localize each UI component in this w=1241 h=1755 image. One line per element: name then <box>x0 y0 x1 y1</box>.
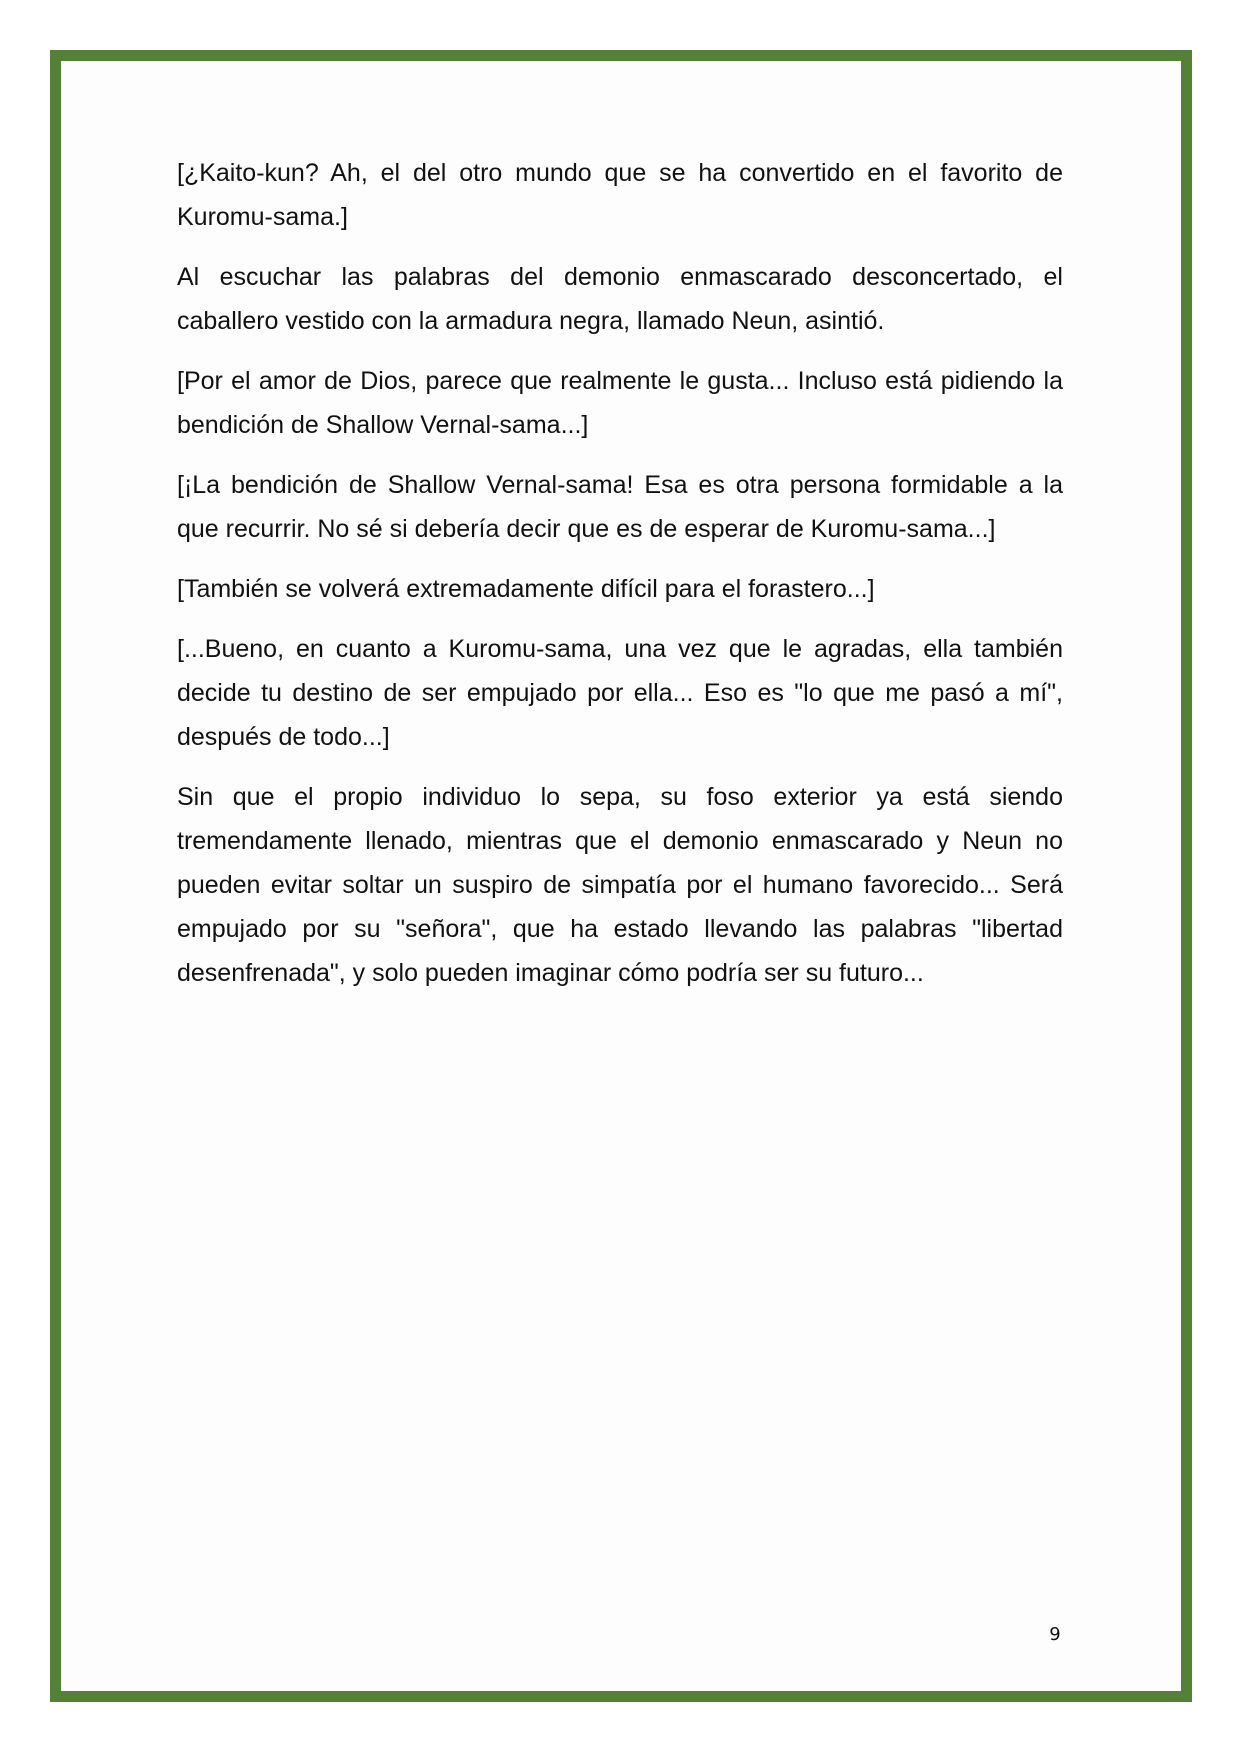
paragraph-5: [También se volverá extremadamente difícil para el forastero...] <box>177 575 875 603</box>
paragraph-1: [¿Kaito-kun? Ah, el del otro mundo que se ha convertido en el favorito de Kuromu-sama.] <box>177 159 1063 231</box>
body-text <box>177 151 1063 1011</box>
page-number: 9 <box>1049 1624 1061 1645</box>
paragraph-4: [¡La bendición de Shallow Vernal-sama! Esa es otra persona formidable a la que recurrir. No sé si debería decir que es de esperar de Kuromu-sama...] <box>177 471 1063 543</box>
paragraph-6: [...Bueno, en cuanto a Kuromu-sama, una vez que le agradas, ella también decide tu destino de ser empujado por ella... Eso es "lo que me pasó a mí", después de todo...] <box>177 635 1063 751</box>
paragraph-3: [Por el amor de Dios, parece que realmente le gusta... Incluso está pidiendo la bendición de Shallow Vernal-sama...] <box>177 367 1063 439</box>
paragraph-7: Sin que el propio individuo lo sepa, su foso exterior ya está siendo tremendamente llenado, mientras que el demonio enmascarado y Neun no pueden evitar soltar un suspiro de simpatía por el humano favorecido... Será empujado por su "señora", que ha estado llevando las palabras "libertad desenfrenada", y solo pueden imaginar cómo podría ser su futuro... <box>177 783 1063 987</box>
paragraph-2: Al escuchar las palabras del demonio enmascarado desconcertado, el caballero vestido con la armadura negra, llamado Neun, asintió. <box>177 263 1063 335</box>
